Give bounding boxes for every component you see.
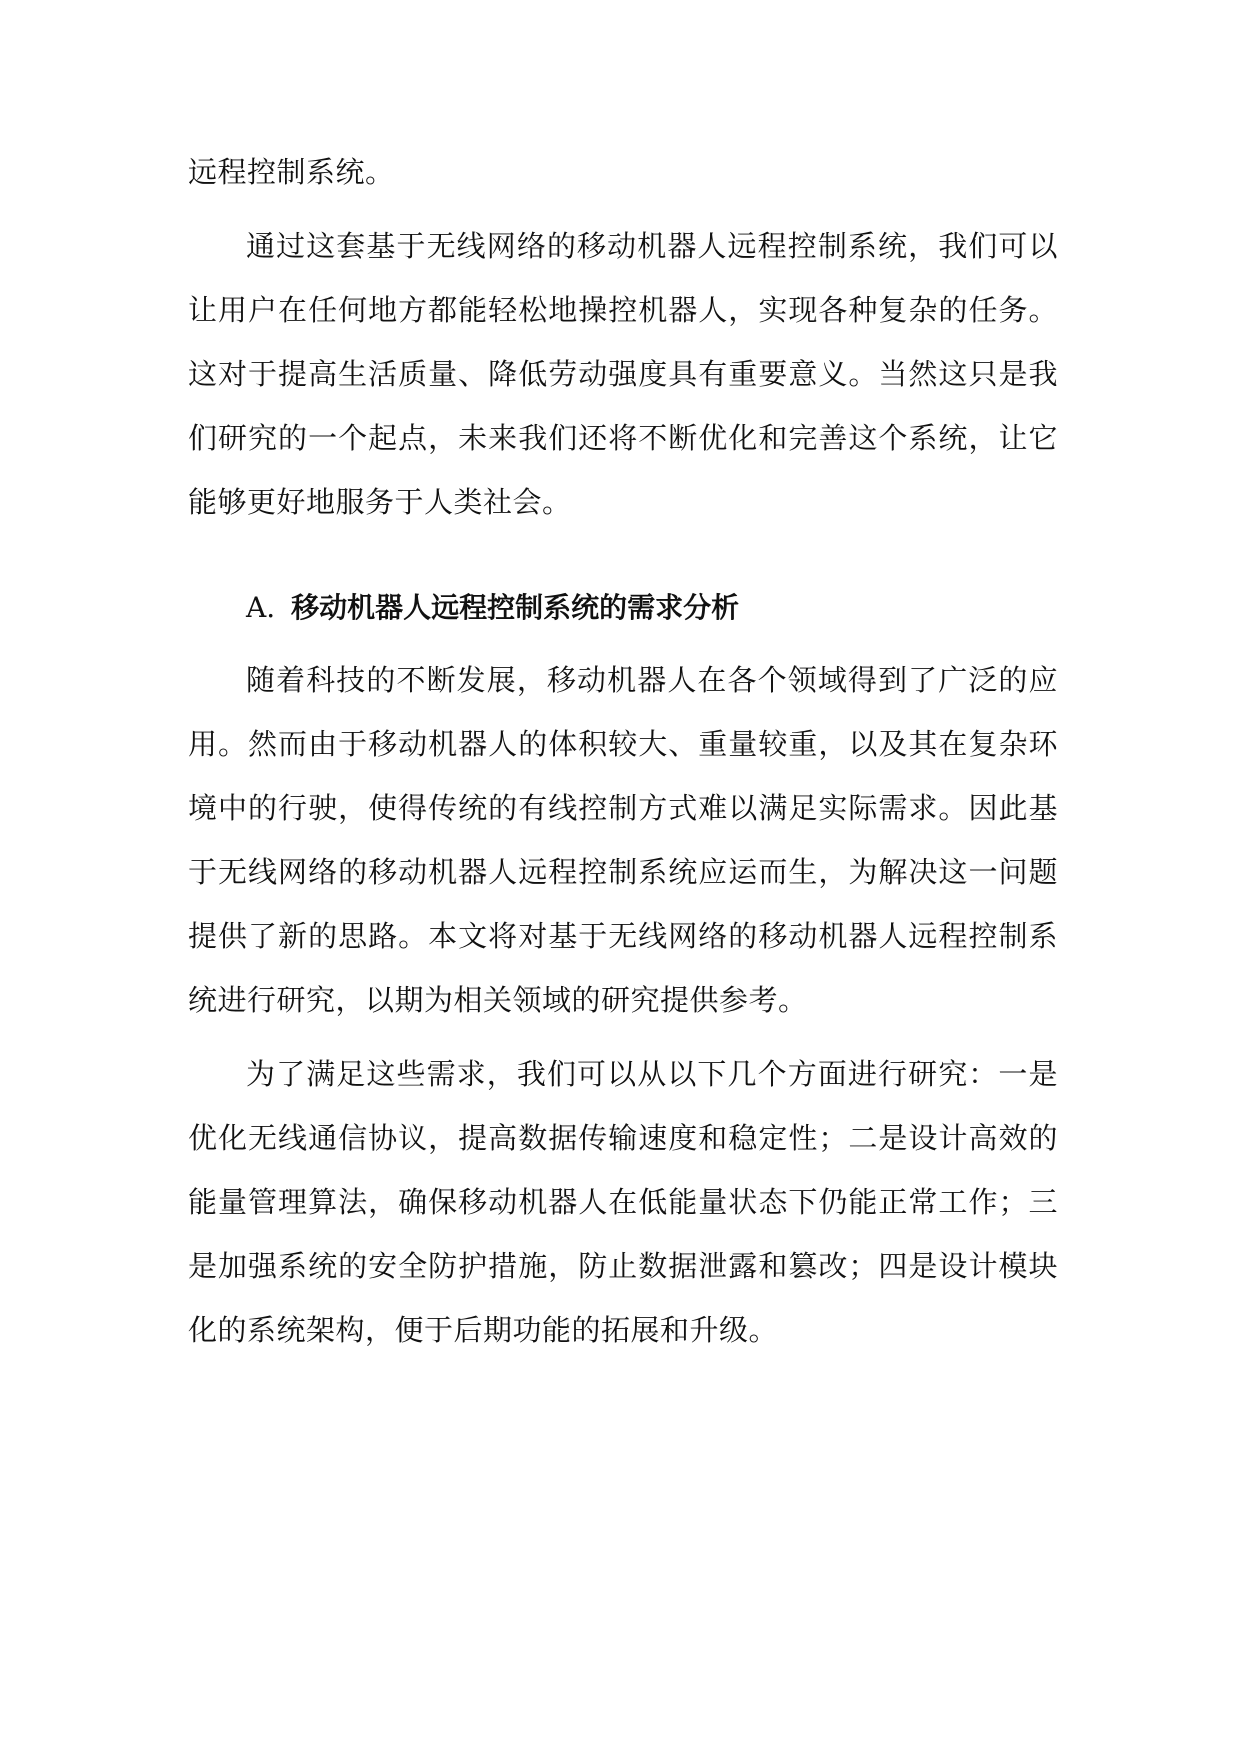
document-body [188, 140, 1058, 1362]
paragraph-background: 随着科技的不断发展，移动机器人在各个领域得到了广泛的应用。然而由于移动机器人的体积较大、重量较重，以及其在复杂环境中的行驶，使得传统的有线控制方式难以满足实际需求。因此基于无线网络的移动机器人远程控制系统应运而生，为解决这一问题提供了新的思路。本文将对基于无线网络的移动机器人远程控制系统进行研究，以期为相关领域的研究提供参考。 [188, 663, 1058, 1017]
paragraph-continuation: 远程控制系统。 [188, 155, 395, 189]
section-heading [188, 576, 1058, 640]
section-number: A. [246, 591, 276, 624]
section-title: 移动机器人远程控制系统的需求分析 [291, 591, 740, 624]
paragraph-research-directions: 为了满足这些需求，我们可以从以下几个方面进行研究：一是优化无线通信协议，提高数据传输速度和稳定性；二是设计高效的能量管理算法，确保移动机器人在低能量状态下仍能正常工作；三是加强系统的安全防护措施，防止数据泄露和篡改；四是设计模块化的系统架构，便于后期功能的拓展和升级。 [188, 1057, 1058, 1347]
paragraph-system-overview: 通过这套基于无线网络的移动机器人远程控制系统，我们可以让用户在任何地方都能轻松地操控机器人，实现各种复杂的任务。这对于提高生活质量、降低劳动强度具有重要意义。当然这只是我们研究的一个起点，未来我们还将不断优化和完善这个系统，让它能够更好地服务于人类社会。 [188, 229, 1058, 519]
